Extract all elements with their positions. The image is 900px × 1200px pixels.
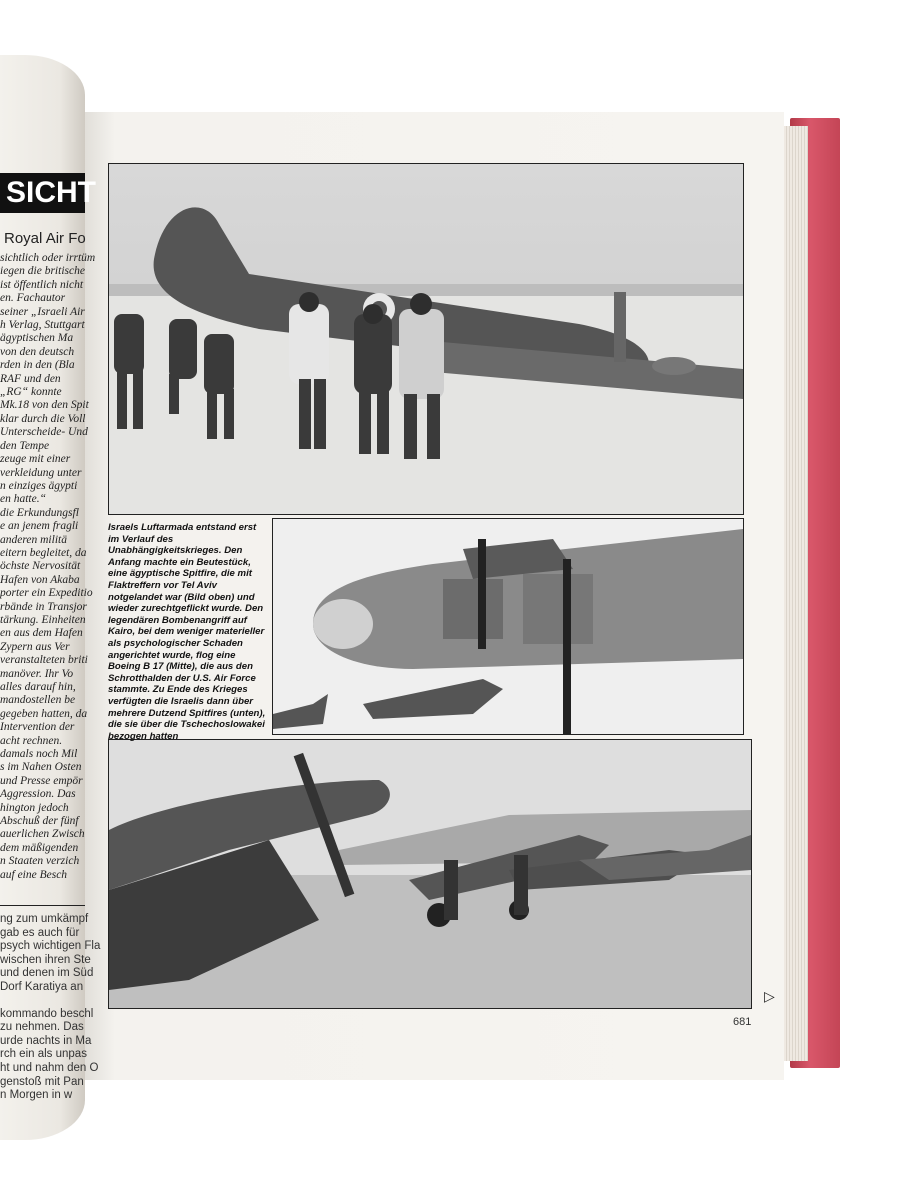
left-page-line: eitern begleitet, da (0, 546, 87, 559)
photo-spitfire-captured (108, 163, 744, 515)
left-page-line: Aggression. Das (0, 788, 76, 801)
left-page-line-2 (0, 995, 100, 1008)
left-page-line: Zypern aus Ver (0, 640, 70, 653)
left-page-line: n einziges ägypti (0, 479, 78, 492)
left-page-line: auerlichen Zwisch (0, 828, 85, 841)
left-page-line: s im Nahen Osten (0, 761, 82, 774)
left-page-line: h Verlag, Stuttgart (0, 319, 85, 332)
left-page-line: en hatte.“ (0, 493, 46, 506)
left-page-line: tärkung. Einheiten (0, 613, 86, 626)
photo-spitfires-airfield (108, 739, 752, 1009)
left-page-line: den Tempe (0, 439, 50, 452)
left-page-line: klar durch die Voll (0, 412, 86, 425)
left-page-line: rbände in Transjor (0, 600, 87, 613)
next-page-marker: ▷ (764, 988, 775, 1004)
photo-caption: Israels Luftarmada entstand erst im Verlauf des Unabhängigkeitskrieges. Den Anfang machte ein Beutestück, eine ägyptische Spitfire, die mit Flaktreffern vor Tel Aviv notgelandet war (Bild oben) und wieder zurechtgeflickt wurde. Den legendären Bombenangriff auf Kairo, bei dem weniger materieller als psychologischer Schaden angerichtet wurde, flog eine Boeing B 17 (Mitte), die aus den Schrotthalden der U.S. Air Force stammte. Zu Ende des Krieges verfügten die Israelis dann über mehrere Dutzend Spitfires (unten), die sie über die Tschechoslowakei bezogen hatten (108, 522, 266, 742)
left-page-line: iegen die britische (0, 265, 85, 278)
left-page-column (0, 252, 95, 882)
left-page-line: rden in den (Bla (0, 359, 75, 372)
left-page-line: öchste Nervosität (0, 560, 81, 573)
left-page-line-2: ht und nahm den O (0, 1061, 99, 1074)
left-page-line: die Erkundungsfl (0, 506, 79, 519)
left-page-line-2: zu nehmen. Das (0, 1021, 84, 1034)
left-page-line: manöver. Ihr Vo (0, 667, 74, 680)
left-page-line: Abschuß der fünf (0, 815, 79, 828)
left-page-line: mandostellen be (0, 694, 76, 707)
left-page-line: auf eine Besch (0, 868, 68, 881)
left-page-column-2 (0, 913, 100, 1103)
photo-b17-bomber (272, 518, 744, 735)
left-page-line-2: gab es auch für (0, 926, 80, 939)
left-page-subheading: Royal Air Fo (4, 230, 86, 247)
page-number: 681 (733, 1016, 752, 1028)
left-page (0, 55, 101, 1140)
left-page-line-2: psych wichtigen Fla (0, 940, 101, 953)
left-page-line: sichtlich oder irrtüm (0, 252, 96, 264)
left-page-line-2: ng zum umkämpf (0, 913, 89, 925)
left-page-line: e an jenem fragli (0, 520, 79, 533)
left-page-line: gegeben hatten, da (0, 707, 88, 720)
left-page-line: damals noch Mil (0, 748, 78, 761)
left-page-line-2: kommando beschl (0, 1007, 94, 1020)
left-page-line-2: genstoß mit Pan (0, 1075, 84, 1088)
left-page-line: en. Fachautor (0, 292, 66, 305)
left-page-line: und Presse empör (0, 774, 83, 787)
left-page-line: hington jedoch (0, 801, 69, 814)
left-page-line: ist öffentlich nicht (0, 278, 84, 291)
left-page-heading: SICHT (0, 173, 85, 213)
left-page-line: zeuge mit einer (0, 453, 71, 466)
left-page-line: ägyptischen Ma (0, 332, 74, 345)
left-page-line: „RG“ konnte (0, 386, 62, 399)
left-page-line-2: n Morgen in w (0, 1089, 73, 1102)
column-divider (0, 905, 85, 906)
left-page-line: alles darauf hin, (0, 681, 76, 693)
left-page-line: von den deutsch (0, 345, 75, 358)
left-page-line-2: und denen im Süd (0, 967, 94, 980)
left-page-line-2: Dorf Karatiya an (0, 980, 84, 993)
left-page-line: en aus dem Hafen (0, 627, 83, 640)
left-page-line: Hafen von Akaba (0, 573, 80, 586)
left-page-line-2: rch ein als unpas (0, 1048, 87, 1061)
left-page-line: acht rechnen. (0, 734, 63, 747)
left-page-line-2: wischen ihren Ste (0, 953, 91, 966)
left-page-line: Intervention der (0, 721, 75, 734)
left-page-line: RAF und den (0, 372, 61, 385)
left-page-line: verkleidung unter (0, 466, 82, 479)
left-page-line: seiner „Israeli Air (0, 305, 85, 318)
left-page-line: veranstalteten briti (0, 654, 88, 667)
left-page-line-2: urde nachts in Ma (0, 1034, 92, 1047)
left-page-line: dem mäßigenden (0, 841, 79, 854)
left-page-line: n Staaten verzich (0, 855, 80, 868)
left-page-line: Mk.18 von den Spit (0, 399, 89, 412)
left-page-line: porter ein Expeditio (0, 587, 93, 600)
left-page-line: anderen militä (0, 533, 67, 546)
left-page-line: Unterscheide- Und (0, 426, 88, 439)
